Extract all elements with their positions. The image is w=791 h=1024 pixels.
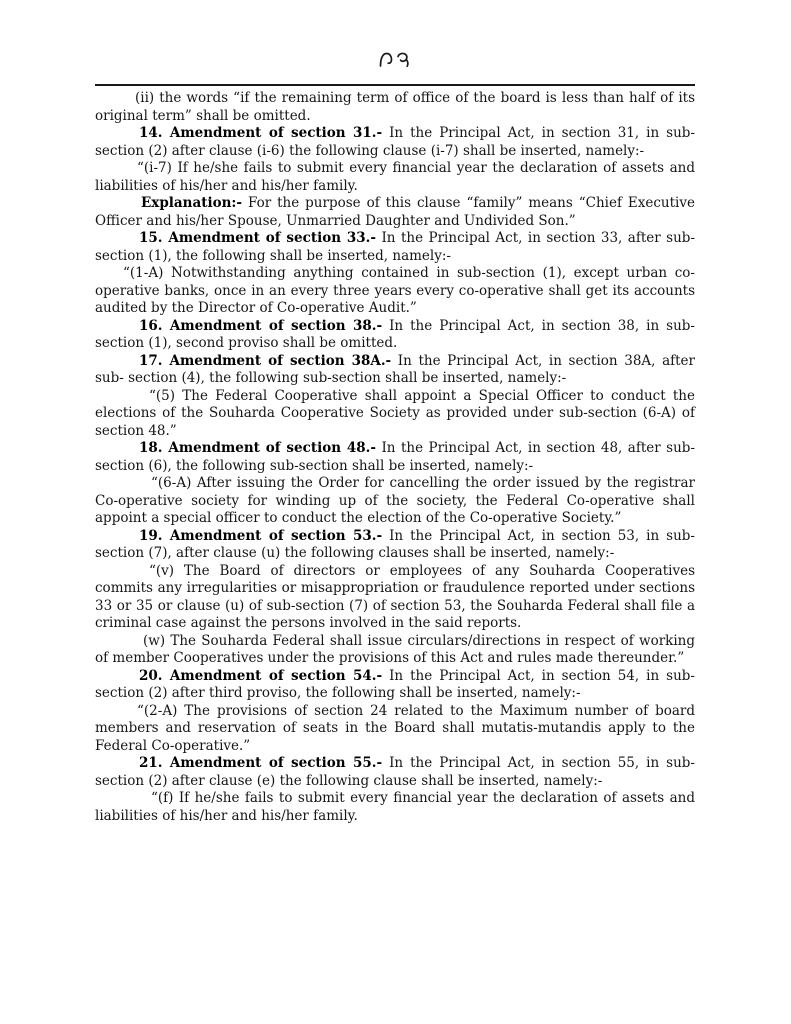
para-clause-i7 <box>95 160 695 195</box>
bold-run: 15. Amendment of section 33.- <box>139 230 376 246</box>
bold-run: 21. Amendment of section 55.- <box>139 755 383 771</box>
text-run: “(6-A) After issuing the Order for cancelling the order issued by the registrar Co-operative society for winding up of the society, the Federal Co-operative shall appoint a special officer to conduct the election of the Co-operative Society.” <box>95 475 695 526</box>
bold-run: Explanation:- <box>141 195 242 211</box>
para-clause-f <box>95 790 695 825</box>
para-section-19 <box>95 528 695 563</box>
page-number-kannada-12 <box>378 50 412 70</box>
text-run: In the Principal Act, in section 55, in sub-section (2) after clause (e) the following clause shall be inserted, namely:- <box>95 755 695 789</box>
text-run: “(f) If he/she fails to submit every financial year the declaration of assets and liabilities of his/her and his/her family. <box>95 790 695 824</box>
bold-run: 18. Amendment of section 48.- <box>139 440 376 456</box>
para-section-15 <box>95 230 695 265</box>
para-section-18 <box>95 440 695 475</box>
para-explanation <box>95 195 695 230</box>
para-clause-2A <box>95 703 695 756</box>
text-run: “(2-A) The provisions of section 24 related to the Maximum number of board members and reservation of seats in the Board shall mutatis-mutandis apply to the Federal Co-operative.” <box>95 702 695 754</box>
document-body <box>95 86 695 825</box>
text-run: In the Principal Act, in section 54, in sub-section (2) after third proviso, the following shall be inserted, namely:- <box>95 667 695 701</box>
bold-run: 20. Amendment of section 54.- <box>139 667 383 684</box>
para-clause-ii <box>95 90 695 125</box>
bold-run: 16. Amendment of section 38.- <box>139 317 383 334</box>
para-clause-v <box>95 563 695 633</box>
para-section-16 <box>95 318 695 353</box>
text-run: (w) The Souharda Federal shall issue circulars/directions in respect of working of member Cooperatives under the provisions of this Act and rules made thereunder.” <box>95 632 695 666</box>
text-run: In the Principal Act, in section 48, after sub- section (6), the following sub-section shall be inserted, namely:- <box>95 440 696 474</box>
bold-run: 17. Amendment of section 38A.- <box>139 352 392 369</box>
kannada-numeral-12-glyph <box>378 50 412 70</box>
text-run: In the Principal Act, in section 53, in sub-section (7), after clause (u) the following clauses shall be inserted, namely:- <box>95 527 695 561</box>
para-clause-5 <box>95 388 695 441</box>
bold-run: 14. Amendment of section 31.- <box>139 125 383 141</box>
para-section-17 <box>95 353 695 388</box>
para-clause-1A <box>95 265 695 318</box>
text-run: In the Principal Act, in section 33, after sub-section (1), the following shall be inserted, namely:- <box>95 230 696 264</box>
para-clause-w <box>95 633 695 668</box>
text-run: In the Principal Act, in section 31, in sub-section (2) after clause (i-6) the following clause (i-7) shall be inserted, namely:- <box>95 125 695 159</box>
text-run: “(v) The Board of directors or employees of any Souharda Cooperatives commits any irregularities or misappropriation or fraudulence reported under sections 33 or 35 or clause (u) of sub-section (7) of section 53, the Souharda Federal shall file a criminal case against the persons involved in the said reports. <box>95 562 695 631</box>
text-run: (ii) the words “if the remaining term of office of the board is less than half of its original term” shall be omitted. <box>95 90 695 124</box>
text-run: “(i-7) If he/she fails to submit every financial year the declaration of assets and liabilities of his/her and his/her family. <box>95 160 695 194</box>
bold-run: 19. Amendment of section 53.- <box>139 527 383 544</box>
page-header <box>95 0 695 86</box>
para-section-21 <box>95 755 695 790</box>
document-page <box>95 0 695 825</box>
para-section-14 <box>95 125 695 160</box>
text-run: In the Principal Act, in section 38A, after sub- section (4), the following sub-section shall be inserted, namely:- <box>95 352 695 386</box>
para-section-20 <box>95 668 695 703</box>
text-run: For the purpose of this clause “family” means “Chief Executive Officer and his/her Spouse, Unmarried Daughter and Undivided Son.” <box>95 195 695 229</box>
text-run: “(1-A) Notwithstanding anything contained in sub-section (1), except urban co-operative banks, once in an every three years every co-operative shall get its accounts audited by the Director of Co-operative Audit.” <box>95 265 695 316</box>
text-run: “(5) The Federal Cooperative shall appoint a Special Officer to conduct the elections of the Souharda Cooperative Society as provided under sub-section (6-A) of section 48.” <box>95 387 695 439</box>
text-run: In the Principal Act, in section 38, in sub-section (1), second proviso shall be omitted. <box>95 317 695 351</box>
para-clause-6A <box>95 475 695 528</box>
